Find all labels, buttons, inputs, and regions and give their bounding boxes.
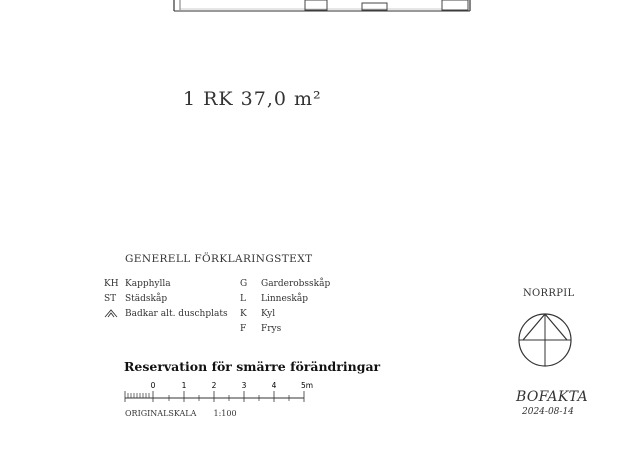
drawing-date: 2024-08-14 xyxy=(522,407,574,417)
scale-bar xyxy=(120,378,320,408)
scale-tick-label: 1 xyxy=(181,381,187,390)
floor-plan-fragment xyxy=(172,0,472,12)
legend-label-kh: Kapphylla xyxy=(125,279,171,289)
legend-code-g: G xyxy=(240,279,248,289)
scale-tick-label: 5m xyxy=(300,381,314,390)
north-arrow-label: NORRPIL xyxy=(523,288,575,299)
shower-icon xyxy=(104,308,118,318)
legend-code-kh: KH xyxy=(104,279,119,289)
apartment-area-label: 1 RK 37,0 m² xyxy=(183,88,322,110)
north-arrow-icon xyxy=(516,311,574,369)
scale-tick-label: 3 xyxy=(241,381,247,390)
legend-label-bath: Badkar alt. duschplats xyxy=(125,309,228,319)
legend-title: GENERELL FÖRKLARINGSTEXT xyxy=(125,253,313,265)
legend-label-l: Linneskåp xyxy=(261,294,308,304)
legend-label-k: Kyl xyxy=(261,309,276,319)
legend-label-g: Garderobsskåp xyxy=(261,279,331,289)
scale-tick-label: 2 xyxy=(211,381,217,390)
scale-tick-label: 4 xyxy=(271,381,277,390)
legend-code-k: K xyxy=(240,309,247,319)
legend-code-l: L xyxy=(240,294,246,304)
scale-tick-label: 0 xyxy=(150,381,156,390)
brand-logo: BOFAKTA xyxy=(516,389,588,405)
legend-label-st: Städskåp xyxy=(125,294,168,304)
legend-code-f: F xyxy=(240,324,247,334)
reservation-note: Reservation för smärre förändringar xyxy=(124,359,381,374)
original-scale-caption xyxy=(125,409,237,418)
legend-label-f: Frys xyxy=(261,324,282,334)
original-scale-label: ORIGINALSKALA xyxy=(125,409,197,418)
legend-code-st: ST xyxy=(104,294,117,304)
original-scale-ratio: 1:100 xyxy=(213,409,237,418)
